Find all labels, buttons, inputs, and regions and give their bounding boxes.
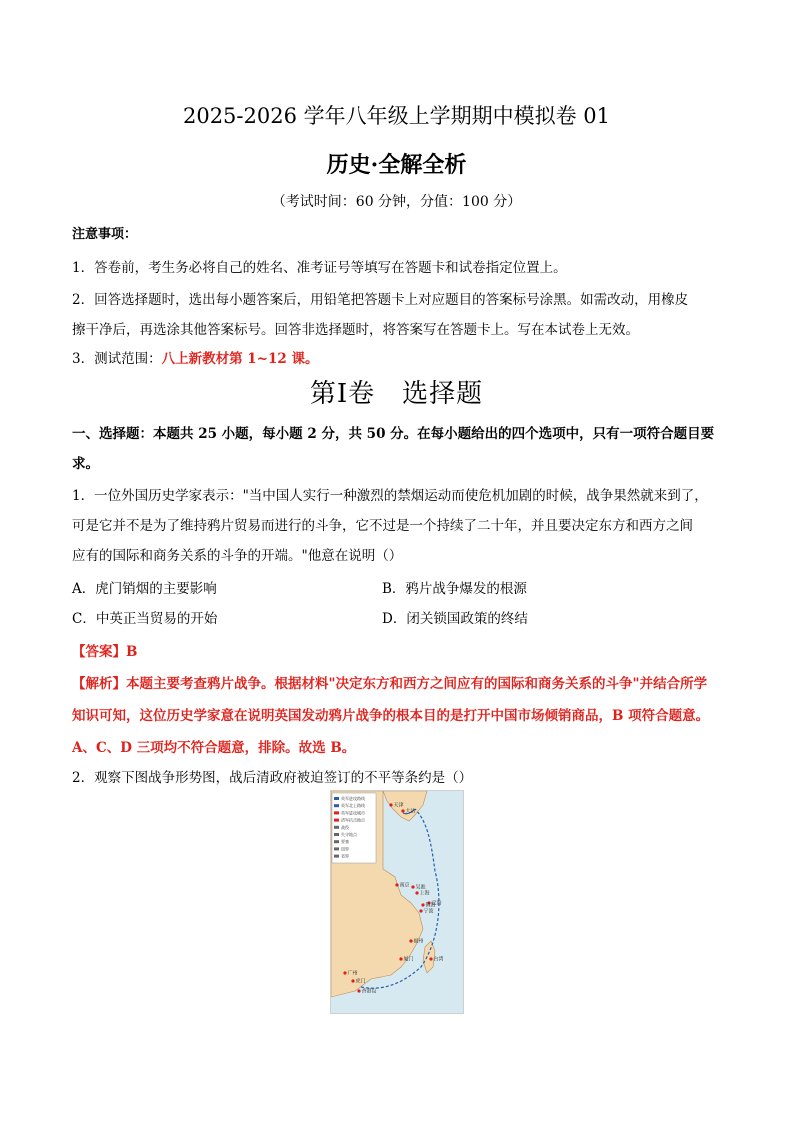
legend-label: 清军抗击地点 <box>341 817 365 823</box>
place-label: 台湾 <box>433 956 444 963</box>
legend-marker <box>334 819 339 822</box>
q1-option-b: B．鸦片战争爆发的根源 <box>382 581 527 597</box>
q1-answer-value: B <box>126 644 138 660</box>
place-label: 大沽 <box>405 808 416 815</box>
exam-time-info: （考试时间：60 分钟，分值：100 分） <box>271 194 522 210</box>
place-label: 宁波 <box>423 908 434 915</box>
legend-marker <box>334 855 339 858</box>
legend-marker <box>334 797 339 800</box>
exam-subtitle: 历史·全解全析 <box>326 152 467 178</box>
legend-label: 要塞 <box>341 839 349 845</box>
place-marker <box>351 979 354 982</box>
legend-label: 英军进攻城市 <box>341 810 365 816</box>
legend-marker <box>334 833 339 836</box>
q1-answer-label: 【答案】 <box>72 644 126 660</box>
notice-item-2-line-2: 擦干净后，再选涂其他答案标号。回答非选择题时，将答案写在答题卡上。写在本试卷上无效。 <box>72 322 639 338</box>
place-marker <box>343 971 346 974</box>
q1-analysis-line-1 <box>72 672 707 692</box>
place-label: 厦门 <box>403 956 414 963</box>
place-marker <box>401 809 404 812</box>
legend-marker <box>334 847 339 850</box>
place-marker <box>419 909 422 912</box>
notice-heading: 注意事项： <box>72 227 138 242</box>
opium-war-map <box>330 790 464 1014</box>
section-title: 第Ⅰ卷 选择题 <box>309 379 484 409</box>
legend-marker <box>334 804 339 807</box>
place-label: 定海 <box>431 900 442 907</box>
place-label: 吴淞 <box>415 884 426 891</box>
place-marker <box>389 803 392 806</box>
notice-item-1: 1．答卷前，考生务必将自己的姓名、准考证号等填写在答题卡和试卷指定位置上。 <box>72 260 567 276</box>
q1-analysis-label: 【解析】 <box>72 676 126 692</box>
legend-marker <box>334 826 339 829</box>
exam-title: 2025-2026 学年八年级上学期期中模拟卷 01 <box>182 104 611 128</box>
place-marker <box>409 939 412 942</box>
section-intro-line-1: 一、选择题：本题共 25 小题，每小题 2 分，共 50 分。在每小题给出的四个选项中，只有一项符合题目要 <box>72 426 715 442</box>
notice-item-3-range: 八上新教材第 1~12 课。 <box>161 351 319 367</box>
legend-label: 失守地点 <box>341 832 357 837</box>
q1-option-d: D．闭关锁国政策的终结 <box>382 611 528 627</box>
place-marker <box>399 957 402 960</box>
q1-stem-line-2: 可是它并不是为了维持鸦片贸易而进行的斗争，它不过是一个持续了二十年，并且要决定东方和西方之间 <box>72 518 693 534</box>
place-label: 天津 <box>393 802 404 809</box>
q1-analysis-line-3: A、C、D 三项均不符合题意，排除。故选 B。 <box>72 740 356 756</box>
legend-marker <box>334 811 339 814</box>
place-marker <box>395 883 398 886</box>
notice-item-3 <box>72 347 319 367</box>
place-label: 香港岛 <box>361 988 377 995</box>
place-label: 虎门 <box>355 978 366 985</box>
place-label: 广州 <box>347 970 358 977</box>
q1-stem-line-1: 1．一位外国历史学家表示："当中国人实行一种激烈的禁烟运动而使危机加剧的时候，战争果然就来到了， <box>72 488 708 504</box>
q2-stem: 2．观察下图战争形势图，战后清政府被迫签订的不平等条约是（） <box>72 770 473 786</box>
q1-answer <box>72 640 137 660</box>
legend-label: 英军进攻路线 <box>341 796 365 801</box>
place-marker <box>421 903 424 906</box>
place-label: 南京 <box>399 882 410 889</box>
legend-label: 省界 <box>341 853 349 859</box>
notice-item-2-line-1: 2．回答选择题时，选出每小题答案后，用铅笔把答题卡上对应题目的答案标号涂黑。如需改动，用橡皮 <box>72 292 689 308</box>
place-marker <box>429 957 432 960</box>
notice-item-3-prefix: 3．测试范围： <box>72 351 162 367</box>
place-marker <box>357 989 360 992</box>
section-intro-line-2: 求。 <box>72 456 99 472</box>
q1-analysis-text-1: 本题主要考查鸦片战争。根据材料"决定东方和西方之间应有的国际和商务关系的斗争"并结合所学 <box>126 676 708 692</box>
legend-label: 英军北上路线 <box>341 803 365 809</box>
q1-stem-line-3: 应有的国际和商务关系的斗争的开端。"他意在说明（） <box>72 548 403 564</box>
legend-label: 国界 <box>341 846 349 852</box>
place-marker <box>415 891 418 894</box>
place-marker <box>411 885 414 888</box>
q1-analysis-line-2: 知识可知，这位历史学家意在说明英国发动鸦片战争的根本目的是打开中国市场倾销商品，B 项符合题意。 <box>72 708 710 724</box>
opium-war-map-svg <box>331 791 463 1013</box>
place-label: 福州 <box>413 938 424 945</box>
legend-marker <box>334 840 339 843</box>
q1-option-a: A．虎门销烟的主要影响 <box>72 581 217 597</box>
place-label: 上海 <box>419 890 430 897</box>
q1-option-c: C．中英正当贸易的开始 <box>72 611 218 627</box>
legend-label: 战役 <box>341 824 349 830</box>
place-label: 镇海 <box>425 902 436 909</box>
